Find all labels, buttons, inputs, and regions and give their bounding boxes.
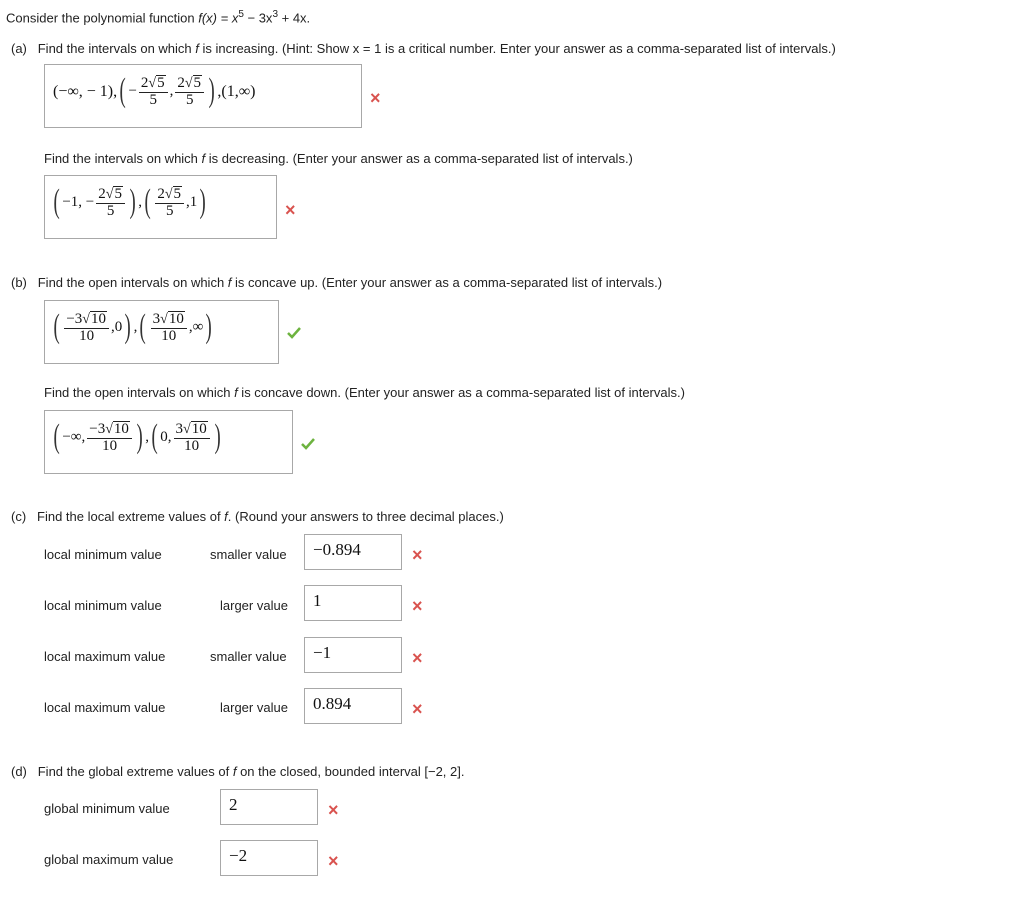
local-min-smaller-input[interactable]: −0.894 <box>304 534 402 570</box>
concave-down-question: Find the open intervals on which f is concave down. (Enter your answer as a comma-separated list of intervals.) <box>44 385 685 400</box>
part-b-question: (b) Find the open intervals on which f is concave up. (Enter your answer as a comma-separated list of intervals.) <box>11 275 663 290</box>
increasing-answer-box[interactable]: (−∞, − 1), ( − 2 √ 5 5 , 2 √ 5 5 ) ,(1,∞) <box>44 64 362 128</box>
incorrect-icon: × <box>328 851 339 871</box>
incorrect-icon: × <box>328 800 339 820</box>
incorrect-icon: × <box>412 699 423 719</box>
correct-check-icon <box>301 438 315 450</box>
smaller-value-label: smaller value <box>210 649 287 664</box>
local-max-label: local maximum value <box>44 700 166 715</box>
concave-up-answer-box[interactable]: ( −3 √ 10 10 ,0 ) , ( 3 √ 10 10 ,∞ ) <box>44 300 279 364</box>
local-max-larger-input[interactable]: 0.894 <box>304 688 402 724</box>
concave-down-answer-box[interactable]: ( −∞, −3 √ 10 10 ) , ( 0, 3 √ 10 10 ) <box>44 410 293 474</box>
incorrect-icon: × <box>370 88 381 108</box>
global-max-input[interactable]: −2 <box>220 840 318 876</box>
incorrect-icon: × <box>412 545 423 565</box>
larger-value-label: larger value <box>220 598 288 613</box>
global-min-label: global minimum value <box>44 801 170 816</box>
global-max-label: global maximum value <box>44 852 174 867</box>
local-min-label: local minimum value <box>44 598 162 613</box>
local-min-label: local minimum value <box>44 547 162 562</box>
part-c-question: (c) Find the local extreme values of f. (Round your answers to three decimal places.) <box>11 509 504 524</box>
incorrect-icon: × <box>285 200 296 220</box>
global-min-input[interactable]: 2 <box>220 789 318 825</box>
problem-statement: Consider the polynomial function $f(x) = x^5 - 3x^3 + 4x$. <box>6 9 311 26</box>
local-min-larger-input[interactable]: 1 <box>304 585 402 621</box>
part-a-question: (a) Find the intervals on which f is increasing. (Hint: Show x = 1 is a critical number. Enter your answer as a comma-separated list of intervals.) <box>11 41 836 56</box>
decreasing-question: Find the intervals on which f is decreasing. (Enter your answer as a comma-separated list of intervals.) <box>44 151 633 166</box>
larger-value-label: larger value <box>220 700 288 715</box>
incorrect-icon: × <box>412 596 423 616</box>
correct-check-icon <box>287 327 301 339</box>
local-max-label: local maximum value <box>44 649 166 664</box>
incorrect-icon: × <box>412 648 423 668</box>
decreasing-answer-box[interactable]: ( −1, − 2 √ 5 5 ) , ( 2 √ 5 5 ,1 ) <box>44 175 277 239</box>
local-max-smaller-input[interactable]: −1 <box>304 637 402 673</box>
part-d-question: (d) Find the global extreme values of f on the closed, bounded interval [−2, 2]. <box>11 764 465 779</box>
smaller-value-label: smaller value <box>210 547 287 562</box>
